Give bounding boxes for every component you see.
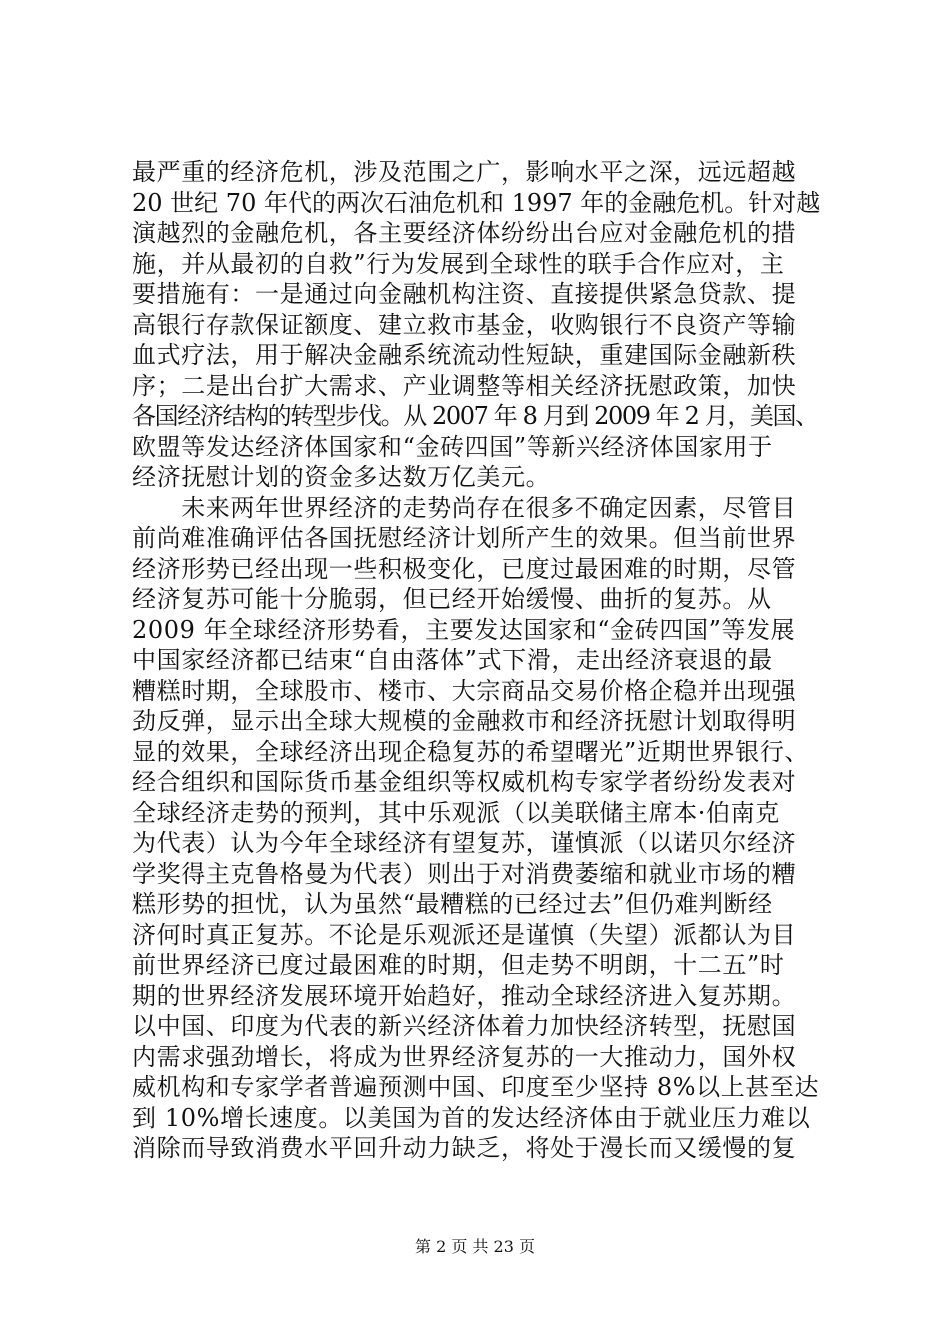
text-line: 未来两年世界经济的走势尚存在很多不确定因素，尽管目 (132, 493, 797, 522)
text-line: 前世界经济已度过最困难的时期，但走势不明朗，十二五”时 (132, 951, 785, 979)
text-line: 演越烈的金融危机，各主要经济体纷纷出台应对金融危机的措 (132, 219, 797, 247)
text-line: 要措施有：一是通过向金融机构注资、直接提供紧急贷款、提 (132, 280, 797, 308)
text-line: 济何时真正复苏。不论是乐观派还是谨慎（失望）派都认为目 (132, 920, 797, 949)
text-line: 学奖得主克鲁格曼为代表）则出于对消费萎缩和就业市场的糟 (132, 859, 797, 888)
text-line: 2009 年全球经济形势看，主要发达国家和“金砖四国”等发展 (132, 615, 796, 644)
text-line: 期的世界经济发展环境开始趋好，推动全球经济进入复苏期。 (132, 981, 797, 1010)
text-line: 经合组织和国际货币基金组织等权威机构专家学者纷纷发表对 (132, 768, 797, 796)
text-line: 到 10%增长速度。以美国为首的发达经济体由于就业压力难以 (132, 1103, 811, 1132)
text-line: 高银行存款保证额度、建立救市基金，收购银行不良资产等输 (132, 310, 797, 339)
text-line: 欧盟等发达经济体国家和“金砖四国”等新兴经济体国家用于 (132, 432, 773, 461)
text-line: 序；二是出台扩大需求、产业调整等相关经济抚慰政策，加快 (132, 371, 797, 400)
text-line: 经济抚慰计划的资金多达数万亿美元。 (132, 463, 551, 491)
text-line: 为代表）认为今年全球经济有望复苏，谨慎派（以诺贝尔经济 (132, 829, 797, 857)
text-line: 血式疗法，用于解决金融系统流动性短缺，重建国际金融新秩 (132, 341, 797, 369)
text-line: 全球经济走势的预判，其中乐观派（以美联储主席本·伯南克 (132, 798, 780, 827)
text-line: 糟糕时期，全球股市、楼市、大宗商品交易价格企稳并出现强 (132, 676, 797, 705)
text-line: 20 世纪 70 年代的两次石油危机和 1997 年的金融危机。针对越 (132, 188, 821, 217)
text-line: 前尚难准确评估各国抚慰经济计划所产生的效果。但当前世界 (132, 524, 797, 552)
text-line: 劲反弹，显示出全球大规模的金融救市和经济抚慰计划取得明 (132, 707, 797, 735)
text-line: 以中国、印度为代表的新兴经济体着力加快经济转型，抚慰国 (132, 1012, 797, 1040)
text-line: 中国家经济都已结束“自由落体”式下滑，走出经济衰退的最 (132, 646, 773, 674)
text-line: 经济复苏可能十分脆弱，但已经开始缓慢、曲折的复苏。从 (132, 585, 772, 613)
text-line: 威机构和专家学者普遍预测中国、印度至少坚持 8%以上甚至达 (132, 1073, 820, 1101)
text-line: 最严重的经济危机，涉及范围之广，影响水平之深，远远超越 (132, 158, 797, 186)
text-line: 内需求强劲增长，将成为世界经济复苏的一大推动力，国外权 (132, 1042, 797, 1071)
text-line: 各国经济结构的转型步伐。从 2007 年 8 月到 2009 年 2 月，美国、 (132, 402, 818, 430)
text-line: 糕形势的担忧，认为虽然“最糟糕的已经过去”但仍难判断经 (132, 890, 773, 918)
text-line: 显的效果，全球经济出现企稳复苏的希望曙光”近期世界银行、 (132, 737, 810, 766)
body-text (132, 157, 822, 1164)
text-line: 消除而导致消费水平回升动力缺乏，将处于漫长而又缓慢的复 (132, 1134, 797, 1162)
text-line: 施，并从最初的自救”行为发展到全球性的联手合作应对，主 (132, 249, 785, 278)
page-footer: 第 2 页 共 23 页 (415, 1237, 535, 1256)
text-line: 经济形势已经出现一些积极变化，已度过最困难的时期，尽管 (132, 554, 797, 583)
